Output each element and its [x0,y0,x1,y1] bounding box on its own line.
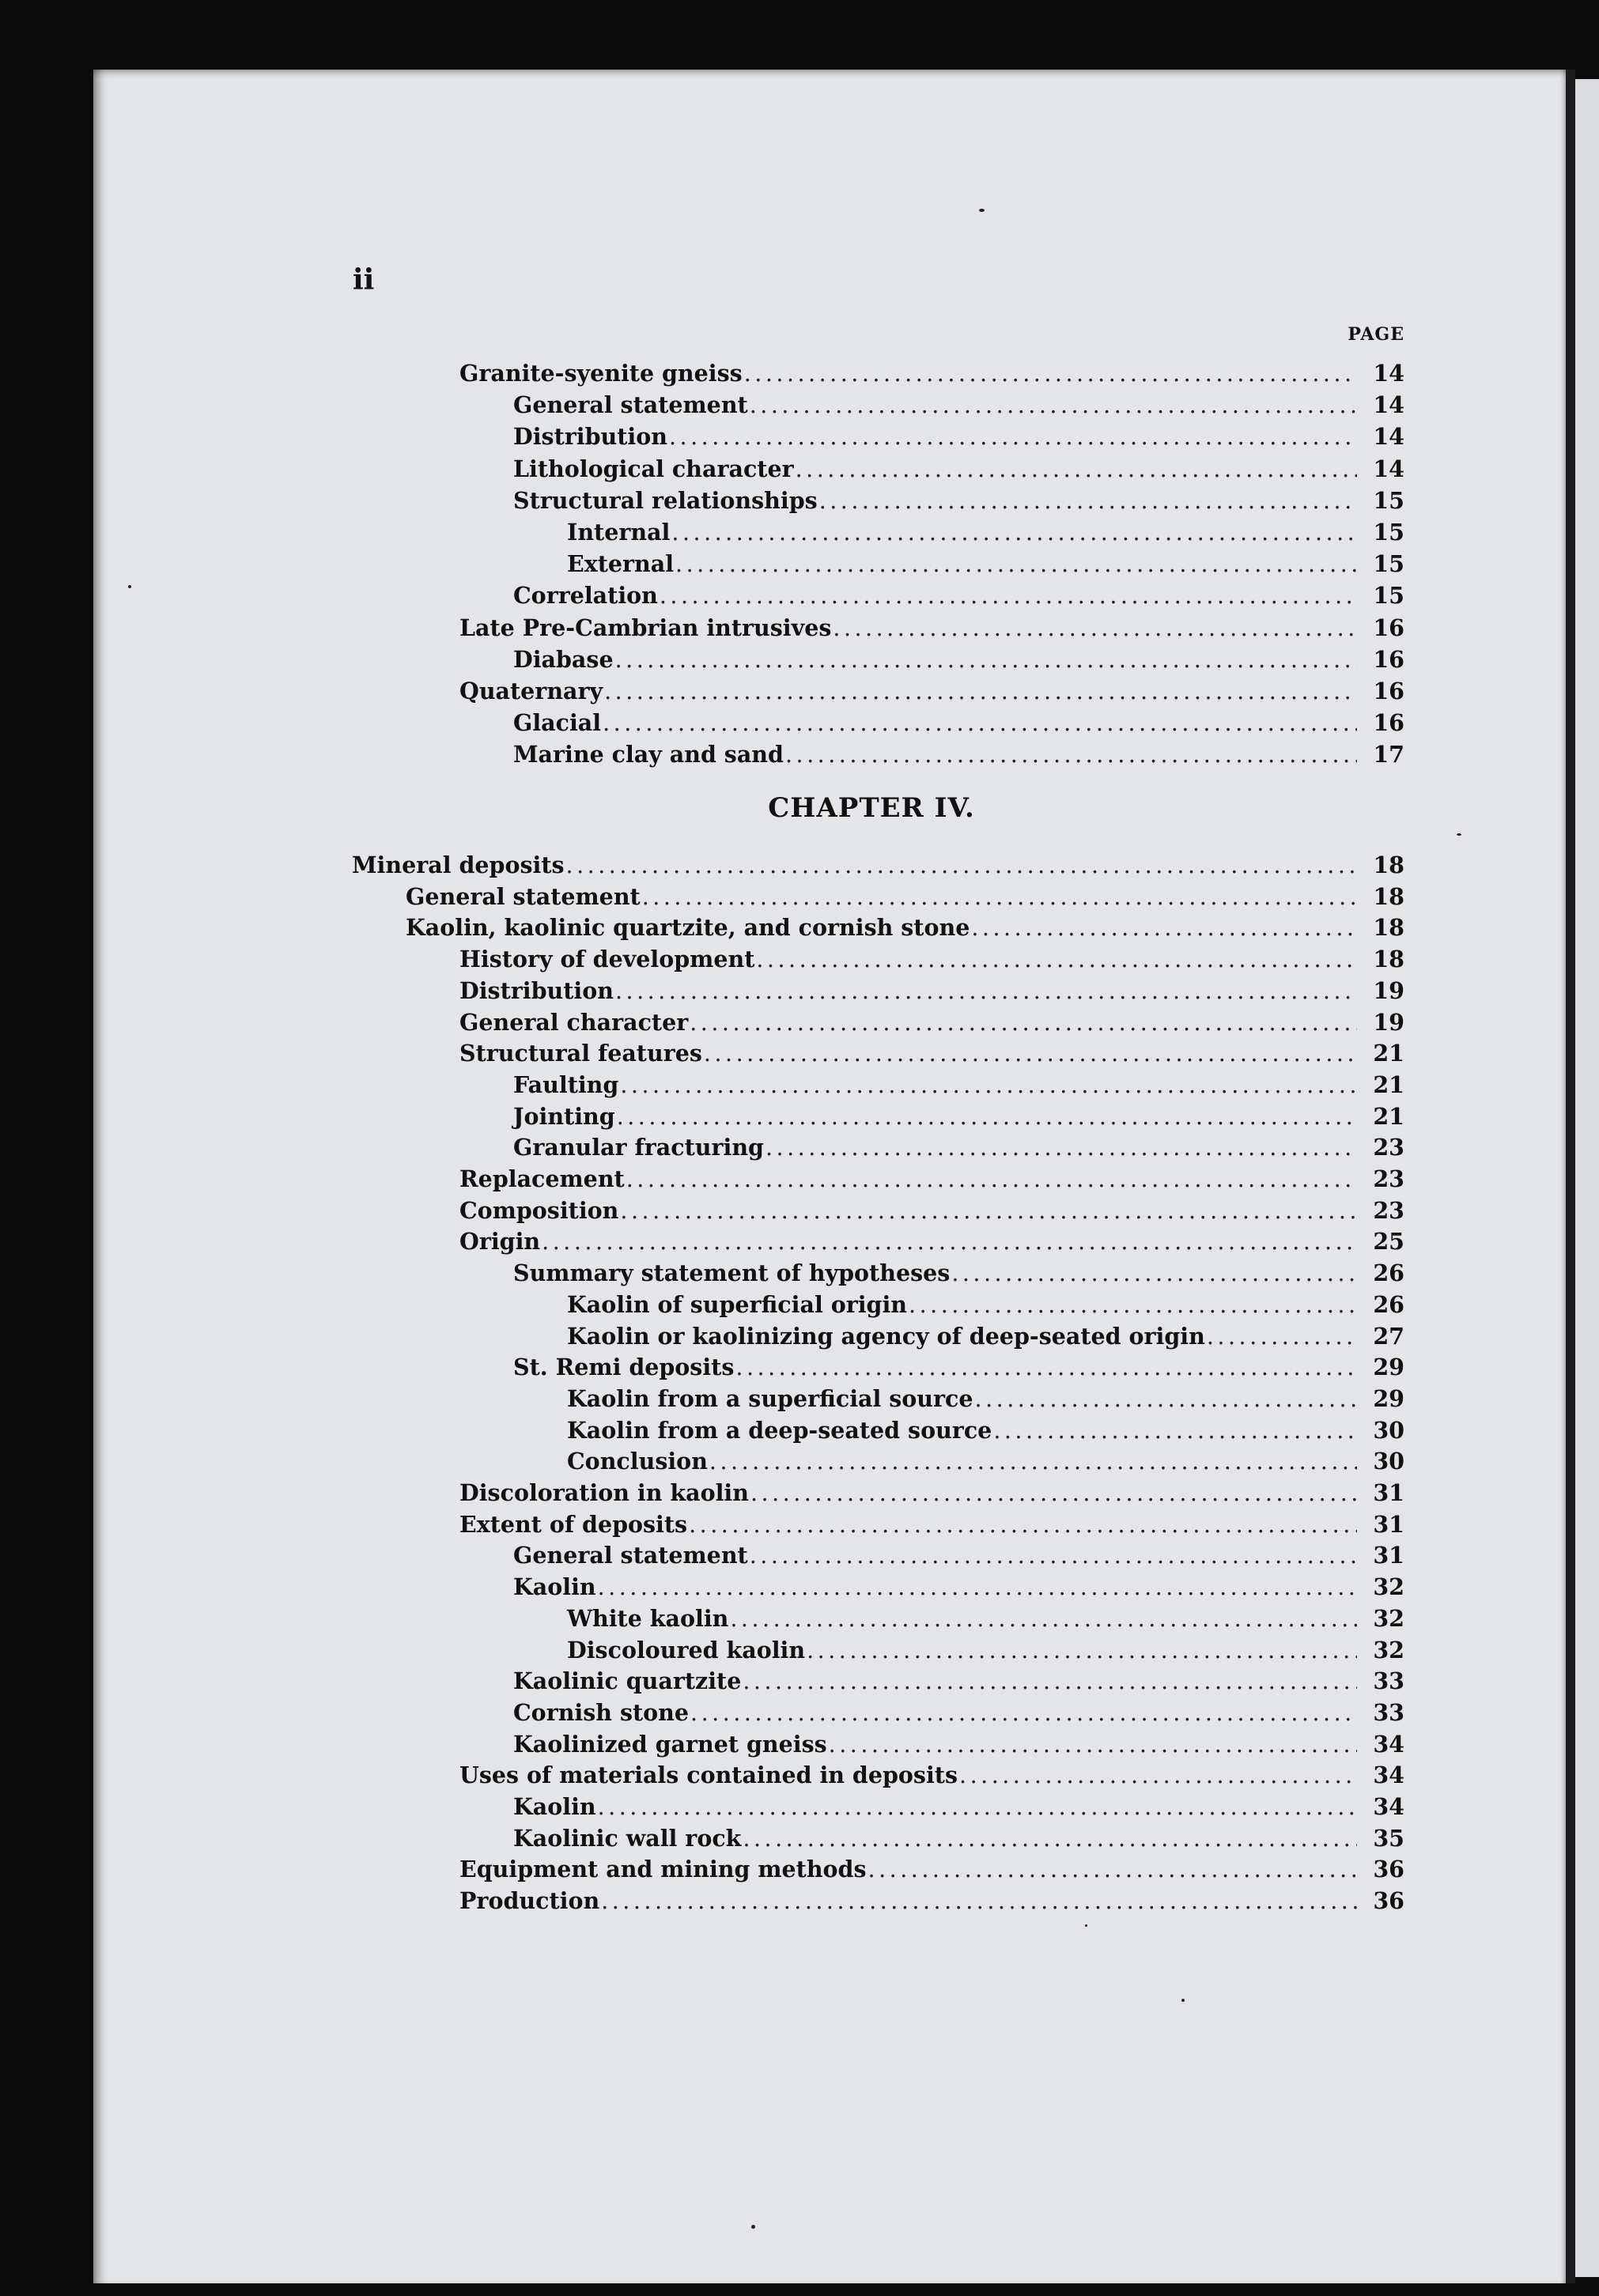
toc-entry-page: 26 [1373,1290,1404,1318]
toc-entry-title: Kaolinic wall rock [513,1824,742,1852]
toc-entry-page: 30 [1373,1448,1404,1475]
toc-dot-leader [807,1635,1357,1667]
toc-entry-title: St. Remi deposits [513,1354,735,1381]
toc-dot-leader [730,1603,1357,1635]
toc-entry-title: Kaolin or kaolinizing agency of deep-seated origin [567,1322,1205,1350]
scan-speck [1085,1924,1087,1927]
toc-entry-title: Jointing [513,1102,615,1130]
toc-dot-leader [615,644,1357,676]
toc-entry-page: 21 [1373,1102,1404,1130]
toc-dot-leader [756,944,1357,976]
toc-entry-page: 15 [1373,519,1404,546]
scan-speck [128,585,131,588]
toc-entry [513,1351,1404,1383]
toc-entry-title: Kaolin [513,1573,596,1601]
toc-entry-title: Summary statement of hypotheses [513,1259,951,1287]
toc-dot-leader [598,1572,1357,1603]
toc-entry-title: Production [459,1887,600,1915]
toc-entry-page: 32 [1373,1636,1404,1663]
toc-entry-page: 19 [1373,976,1404,1004]
toc-dot-leader [975,1384,1357,1415]
toc-entry [513,1539,1404,1571]
toc-entry [513,738,1404,770]
page-column-heading: PAGE [1348,324,1404,345]
toc-entry-page: 18 [1373,882,1404,910]
toc-dot-leader [603,708,1357,739]
toc-entry-title: Origin [459,1228,541,1256]
toc-entry-page: 36 [1373,1887,1404,1915]
toc-entry-page: 25 [1373,1228,1404,1256]
toc-entry [513,421,1404,452]
toc-entry-title: White kaolin [567,1604,729,1632]
toc-dot-leader [675,549,1357,580]
toc-dot-leader [1207,1321,1357,1353]
toc-entry [459,1885,1404,1916]
toc-entry-page: 36 [1373,1856,1404,1883]
toc-entry [513,485,1404,516]
toc-entry [513,389,1404,421]
toc-entry-page: 14 [1373,423,1404,451]
toc-entry-page: 23 [1373,1196,1404,1224]
toc-dot-leader [626,1164,1357,1195]
toc-entry-title: Equipment and mining methods [459,1856,867,1883]
toc-dot-leader [796,454,1357,485]
page-number: ii [353,263,375,296]
toc-entry-title: Kaolin from a deep-seated source [567,1416,992,1444]
toc-entry-page: 15 [1373,550,1404,578]
toc-entry-page: 23 [1373,1165,1404,1192]
toc-entry-page: 23 [1373,1134,1404,1161]
toc-entry-title: Lithological character [513,455,794,482]
scan-speck [1181,1999,1185,2002]
toc-entry-title: Late Pre-Cambrian intrusives [459,614,832,641]
toc-entry-page: 16 [1373,678,1404,704]
toc-entry [567,1445,1404,1477]
toc-dot-leader [750,1478,1357,1509]
toc-entry-title: General character [459,1008,689,1036]
toc-entry [459,675,1404,707]
page-gutter-edge [1566,70,1575,2283]
toc-entry-title: Replacement [459,1165,625,1192]
toc-entry [459,1509,1404,1540]
toc-entry-title: History of development [459,946,755,973]
toc-dot-leader [669,421,1357,453]
toc-entry-page: 16 [1373,614,1404,641]
toc-entry-page: 15 [1373,582,1404,610]
toc-dot-leader [819,485,1357,517]
scan-speck [751,2225,755,2229]
toc-dot-leader [709,1446,1357,1478]
toc-entry-page: 35 [1373,1824,1404,1852]
toc-entry-title: Discoloration in kaolin [459,1479,749,1506]
toc-entry-title: Kaolin from a superficial source [567,1384,973,1412]
toc-dot-leader [750,1540,1357,1572]
toc-entry [567,1603,1404,1634]
toc-entry-page: 21 [1373,1040,1404,1067]
toc-dot-leader [743,1823,1357,1855]
toc-dot-leader [660,580,1357,612]
toc-entry-title: Correlation [513,582,658,610]
toc-entry [459,357,1404,389]
toc-entry [459,943,1404,975]
toc-dot-leader [671,517,1357,549]
toc-dot-leader [690,1007,1357,1039]
toc-entry-page: 18 [1373,914,1404,942]
toc-dot-leader [971,912,1357,944]
toc-entry-page: 16 [1373,709,1404,737]
toc-entry-title: Internal [567,519,671,546]
toc-dot-leader [617,1101,1357,1133]
toc-entry-title: Diabase [513,645,614,673]
toc-entry-page: 26 [1373,1259,1404,1287]
toc-dot-leader [690,1697,1357,1729]
toc-entry-page: 32 [1373,1604,1404,1632]
toc-dot-leader [620,1070,1357,1101]
toc-entry-page: 34 [1373,1762,1404,1789]
toc-entry [513,1101,1404,1132]
chapter-heading: CHAPTER IV. [768,792,975,824]
toc-entry [513,1791,1404,1822]
toc-entry-title: Granite-syenite gneiss [459,360,743,387]
toc-entry-title: General statement [513,391,748,419]
toc-entry-page: 14 [1373,455,1404,482]
toc-entry [513,580,1404,611]
toc-dot-leader [642,882,1357,913]
toc-dot-leader [542,1226,1357,1258]
toc-dot-leader [604,676,1357,708]
toc-entry-title: Uses of materials contained in deposits [459,1762,958,1789]
toc-entry [459,612,1404,644]
toc-entry-title: Composition [459,1196,619,1224]
toc-entry-title: Distribution [459,976,614,1004]
toc-entry [352,849,1404,881]
toc-entry [406,881,1404,912]
toc-entry [513,1571,1404,1603]
toc-dot-leader [598,1792,1357,1823]
toc-entry-title: Quaternary [459,678,603,704]
scan-speck [1457,833,1461,836]
toc-entry [567,1383,1404,1414]
toc-entry-title: Kaolinized garnet gneiss [513,1730,827,1758]
toc-entry-title: General statement [513,1542,748,1569]
toc-entry [513,1131,1404,1163]
toc-entry-page: 17 [1373,741,1404,768]
toc-entry-page: 27 [1373,1322,1404,1350]
toc-dot-leader [993,1415,1357,1447]
toc-dot-leader [833,613,1357,644]
toc-entry-page: 34 [1373,1730,1404,1758]
toc-dot-leader [601,1886,1357,1917]
toc-entry [567,1289,1404,1320]
toc-entry-title: Conclusion [567,1448,708,1475]
toc-entry [459,1037,1404,1069]
toc-entry-title: Marine clay and sand [513,741,784,768]
toc-entry [567,548,1404,580]
toc-entry-page: 29 [1373,1354,1404,1381]
toc-entry [513,707,1404,738]
toc-entry [513,1257,1404,1289]
toc-dot-leader [951,1258,1357,1290]
toc-entry [459,1006,1404,1038]
toc-entry-page: 34 [1373,1793,1404,1820]
toc-dot-leader [566,850,1357,882]
toc-dot-leader [620,1195,1357,1227]
toc-entry-title: Extent of deposits [459,1510,688,1538]
toc-entry [513,1728,1404,1760]
toc-entry [459,1477,1404,1509]
toc-dot-leader [744,358,1357,390]
toc-entry [513,453,1404,485]
toc-entry [406,912,1404,943]
toc-entry-title: General statement [406,882,641,910]
toc-entry-title: Kaolin [513,1793,596,1820]
toc-entry-title: Kaolin of superficial origin [567,1290,908,1318]
toc-entry-title: Mineral deposits [352,852,565,878]
toc-dot-leader [750,390,1357,421]
toc-entry [459,1853,1404,1885]
toc-dot-leader [959,1760,1357,1792]
toc-entry-page: 21 [1373,1071,1404,1098]
toc-entry-page: 14 [1373,391,1404,419]
adjacent-page-edge [1575,79,1599,2277]
toc-entry-page: 18 [1373,852,1404,878]
toc-entry-title: Discoloured kaolin [567,1636,806,1663]
toc-dot-leader [785,739,1357,771]
toc-entry-page: 30 [1373,1416,1404,1444]
toc-dot-leader [704,1038,1357,1070]
toc-entry-title: Structural relationships [513,486,818,514]
toc-entry [513,1822,1404,1854]
toc-entry-title: Kaolin, kaolinic quartzite, and cornish stone [406,914,970,942]
toc-entry-page: 19 [1373,1008,1404,1036]
toc-entry-page: 33 [1373,1698,1404,1726]
scan-speck [979,209,985,212]
toc-entry [567,1634,1404,1666]
toc-entry [513,1069,1404,1101]
toc-entry-page: 16 [1373,645,1404,673]
toc-dot-leader [868,1854,1357,1886]
toc-dot-leader [765,1132,1357,1164]
toc-entry-title: External [567,550,675,578]
toc-entry-page: 32 [1373,1573,1404,1601]
toc-entry [459,1195,1404,1226]
toc-entry [459,1163,1404,1195]
toc-dot-leader [743,1666,1357,1697]
toc-entry [567,1320,1404,1352]
toc-dot-leader [735,1352,1357,1384]
toc-dot-leader [689,1509,1357,1541]
toc-entry [459,1225,1404,1257]
toc-dot-leader [909,1290,1357,1321]
toc-dot-leader [615,976,1357,1007]
toc-entry-page: 31 [1373,1542,1404,1569]
toc-entry [567,516,1404,548]
toc-entry-page: 15 [1373,486,1404,514]
toc-entry [513,1697,1404,1728]
toc-entry-title: Structural features [459,1040,702,1067]
toc-entry-page: 31 [1373,1479,1404,1506]
toc-entry [459,975,1404,1006]
toc-entry-page: 31 [1373,1510,1404,1538]
toc-entry-title: Kaolinic quartzite [513,1667,742,1695]
toc-entry-page: 29 [1373,1384,1404,1412]
toc-entry-title: Glacial [513,709,602,737]
toc-entry [513,644,1404,675]
toc-entry-page: 14 [1373,360,1404,387]
toc-entry-title: Granular fracturing [513,1134,764,1161]
toc-entry-page: 18 [1373,946,1404,973]
toc-entry-title: Faulting [513,1071,619,1098]
toc-entry-page: 33 [1373,1667,1404,1695]
toc-entry-title: Cornish stone [513,1698,690,1726]
toc-entry [567,1414,1404,1446]
toc-entry [513,1665,1404,1697]
toc-entry-title: Distribution [513,423,667,451]
toc-dot-leader [829,1729,1357,1761]
toc-entry [459,1759,1404,1791]
